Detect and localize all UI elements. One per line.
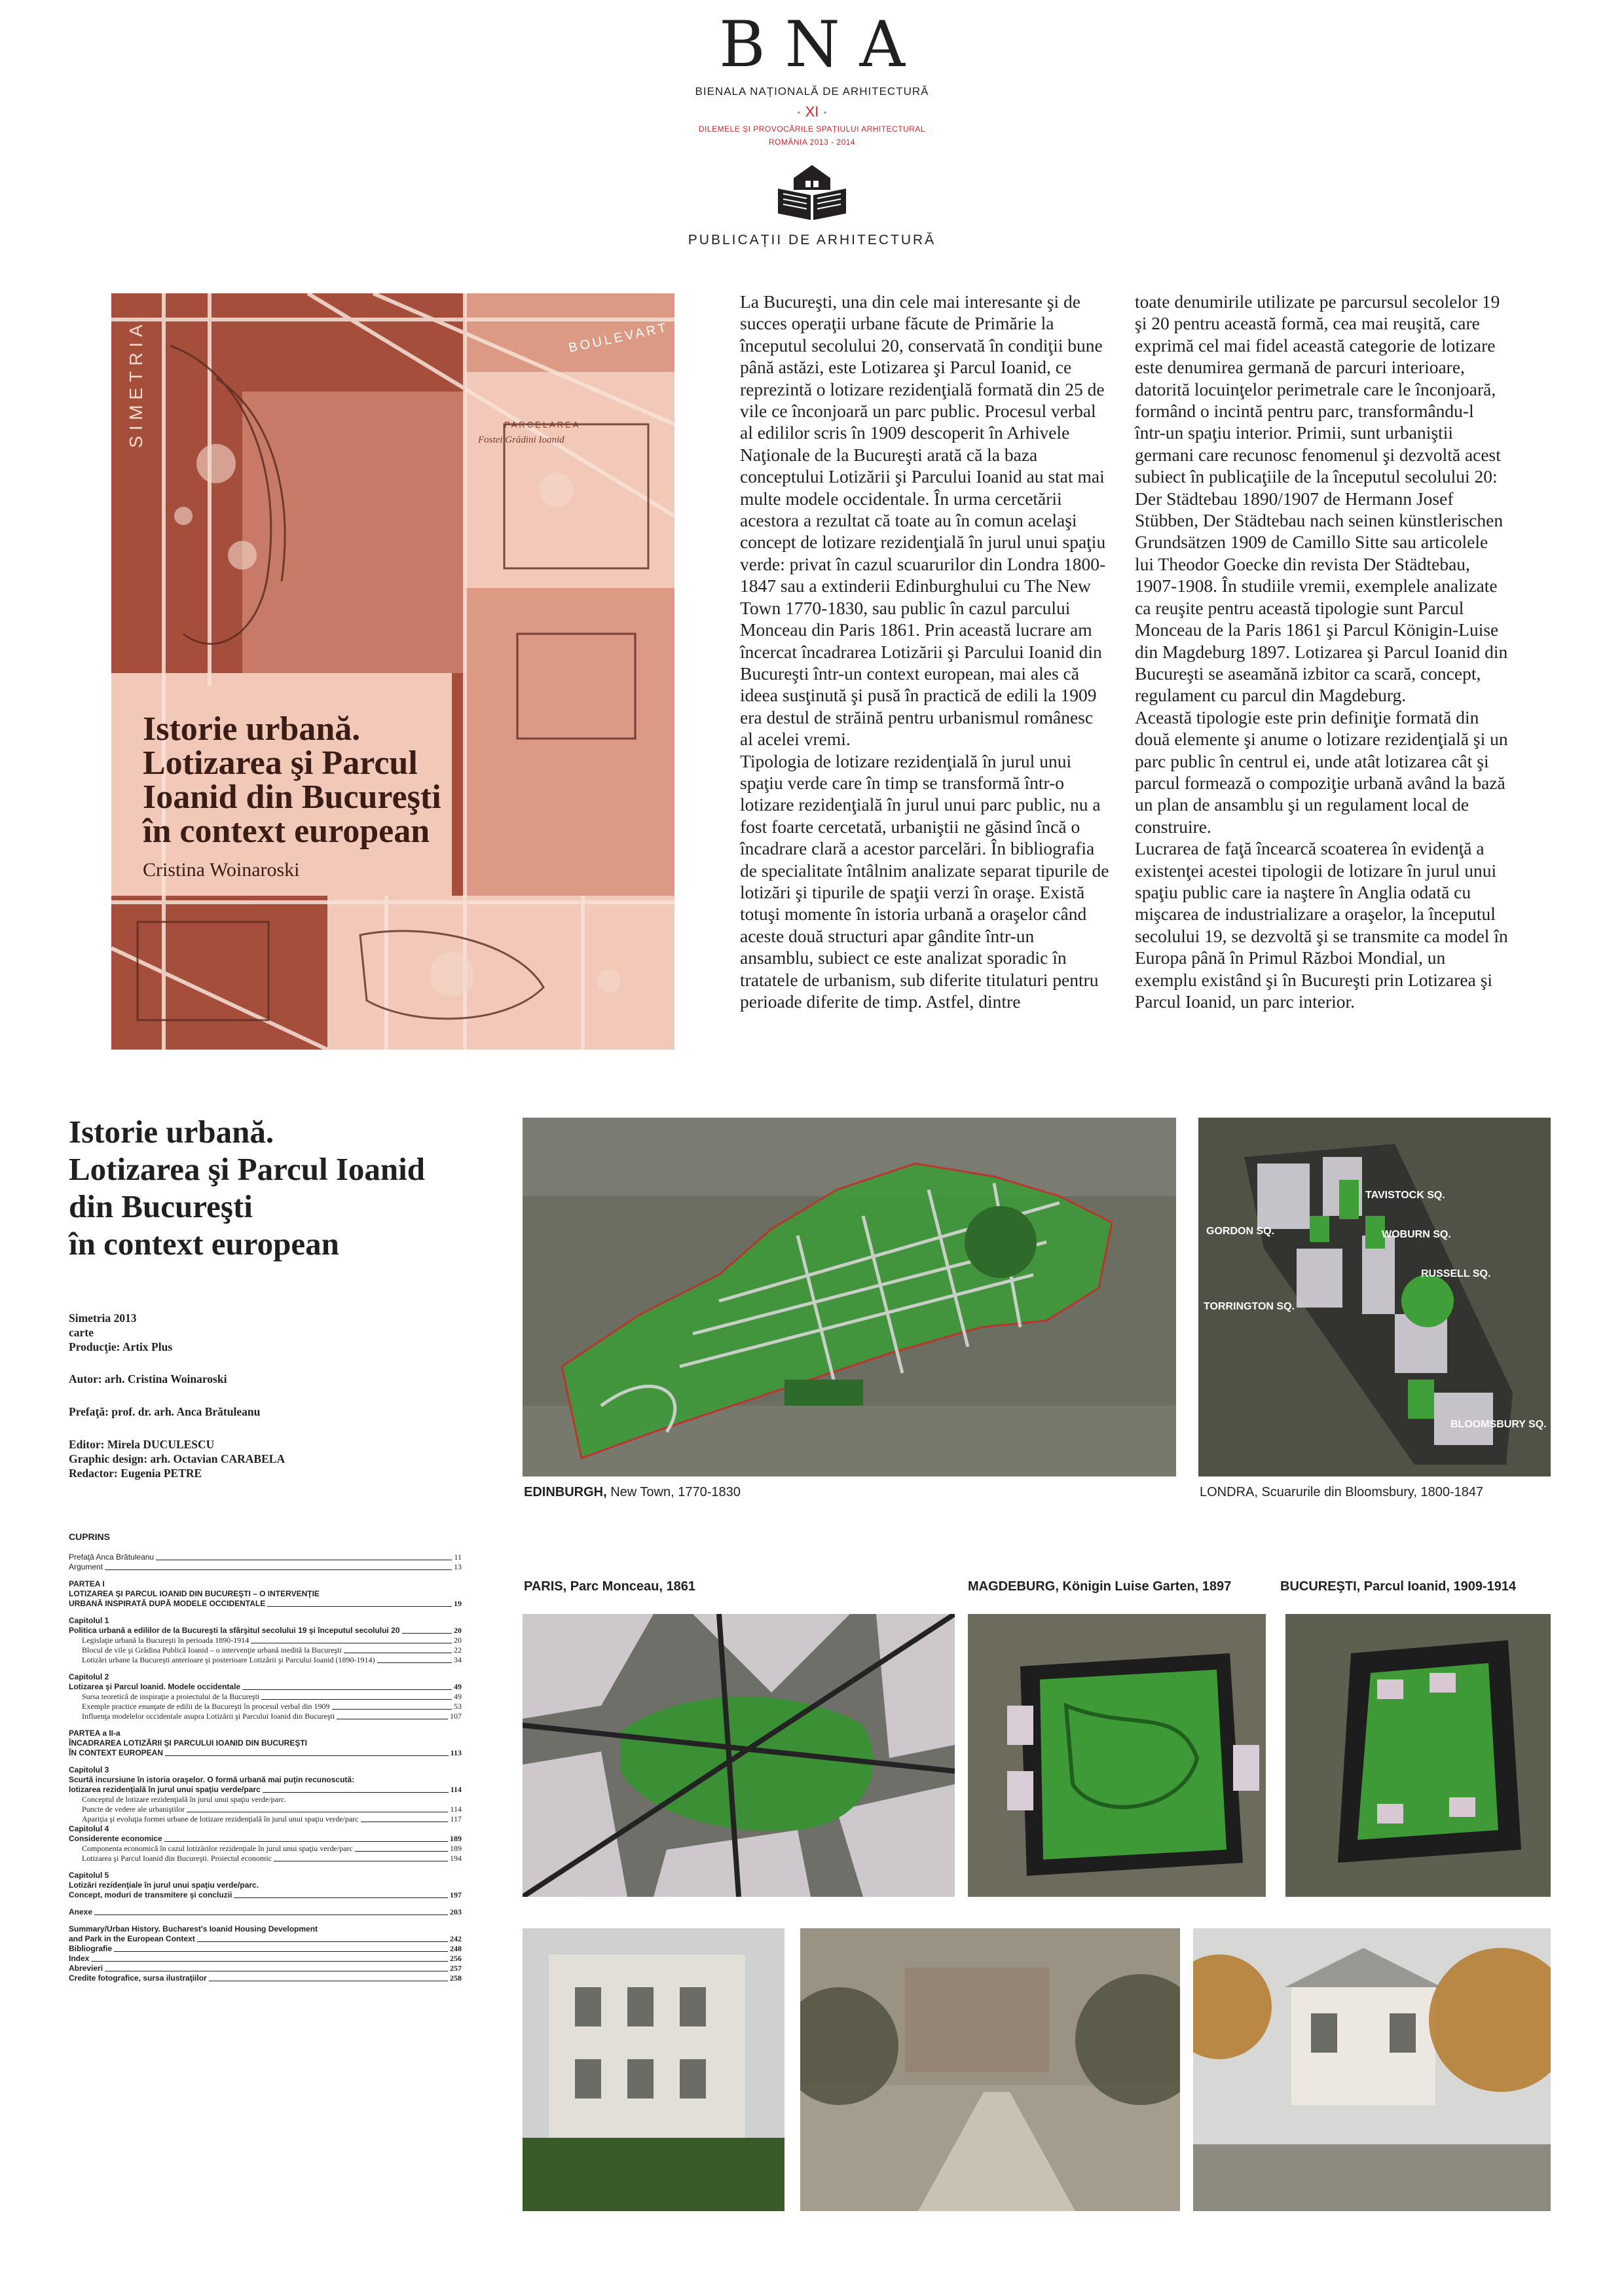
open-book-house-icon <box>773 164 851 223</box>
toc-page-number: 258 <box>450 1973 462 1983</box>
paris-villa-photo <box>523 1928 784 2211</box>
toc-page-number: 256 <box>450 1954 462 1963</box>
map-label: BLOOMSBURY SQ. <box>1450 1419 1547 1430</box>
toc-entry-title: Lotizarea şi Parcul Ioanid. Modele occidentale <box>69 1682 241 1691</box>
book-production: Producţie: Artix Plus <box>69 1340 173 1353</box>
toc-leader <box>165 1755 449 1756</box>
toc-leader <box>402 1633 452 1634</box>
toc-entry-title: Exemple practice enunţate de edilii de la Bucureşti în procesul verbal din 1909 <box>82 1702 330 1711</box>
book-title-line: din Bucureşti <box>69 1188 253 1224</box>
intro-column-1 <box>740 291 1110 1012</box>
toc-leader <box>267 1606 452 1607</box>
book-title <box>69 1113 527 1262</box>
toc-subentry <box>69 1844 462 1854</box>
map-label: RUSSELL SQ. <box>1421 1268 1491 1279</box>
toc-entry-title: lotizarea rezidenţială în jurul unui spaţiu verde/parc <box>69 1785 261 1794</box>
toc-entry-title: Politica urbană a edililor de la Bucureşti la sfârşitul secolului 19 şi începutul secolului 20 <box>69 1626 400 1635</box>
toc-entry-title: Puncte de vedere ale urbaniştilor <box>82 1805 185 1814</box>
intro-paragraph: toate denumirile utilizate pe parcursul secolelor 19 şi 20 pentru această formă, cea mai reuşită, care exprimă cel mai fidel această categorie de lotizare este denumirea germană de parcuri interioare, datorită locuinţelor perimetrale care le înconjoară, formând o incintă pentru parc, transformându-l într-un spaţiu interior. Primii, sunt urbaniştii germani care recunosc fenomenul şi dezvoltă acest subiect în publicaţiile de la începutul secolului 20: Der Städtebau 1890/1907 de Hermann Josef Stübben, Der Städtebau nach seinen künstlerischen Grundsätzen 1909 de Camillo Sitte sau articolele lui Theodor Goecke din revista Der Städtebau, 1907-1908. În studiile vremii, exemplele analizate ca reuşite pentru această tipologie sunt Parcul Monceau de la Paris 1861 şi Parcul Königin-Luise din Magdeburg 1897. Lotizarea şi Parcul Ioanid din Bucureşti se aseamănă izbitor ca scară, concept, regulament cu parcul din Magdeburg. <box>1135 291 1508 706</box>
toc-subentry <box>69 1636 462 1645</box>
cover-publisher-mark: SIMETRIA <box>126 320 146 449</box>
toc-page-number: 257 <box>450 1964 462 1973</box>
toc-entry-title: Sursa teoretică de inspiraţie a proiectului de la Bucureşti <box>82 1692 260 1701</box>
toc-entry-title: ÎN CONTEXT EUROPEAN <box>69 1748 164 1757</box>
toc-entry <box>69 1954 462 1964</box>
toc-heading-line: Capitolul 3 <box>69 1765 109 1774</box>
cover-map-label-parcelarea: PARCELAREA <box>504 420 581 430</box>
toc-entry <box>69 1599 462 1609</box>
london-map-image <box>1198 1118 1551 1476</box>
toc-page-number: 49 <box>454 1682 462 1691</box>
toc-entry <box>69 1973 462 1983</box>
toc-entry-title: Influenţa modelelor occidentale asupra Lotizării şi Parcului Ioanid din Bucureşti <box>82 1712 335 1721</box>
toc-entry-title: Apariţia şi evoluţia formei urbane de lotizare rezidenţială în jurul unui spaţiu verde/parc <box>82 1814 359 1823</box>
toc-entry-title: Conceptul de lotizare rezidenţială în jurul unui spaţiu verde/parc. <box>82 1795 287 1804</box>
toc-page-number: 19 <box>454 1599 462 1608</box>
book-title-line: Istorie urbană. <box>69 1114 274 1150</box>
toc-entry <box>69 1626 462 1636</box>
magdeburg-park-photo <box>800 1928 1180 2211</box>
toc-entry <box>69 1890 462 1900</box>
cover-title-line: Istorie urbană. <box>143 710 361 748</box>
intro-paragraph: Tipologia de lotizare rezidenţială în jurul unui spaţiu verde care în timp se transformă într-o lotizare rezidenţială în jurul unui parc public, nu a fost foarte cercetată, urbaniştii ne găsind încă o încadrare clară a acestor parcelări. În bibliografia de specialitate întâlnim analizate separat tipurile de lotizări şi tipurile de spaţii verzi în oraşe. Există totuşi momente în istoria urbană a oraşelor când aceste două structuri apar gândite într-un ansamblu, subiect ce este analizat sporadic în tratatele de urbanism, sub diferite titulaturi pentru perioade diferite de timp. Astfel, dintre <box>740 750 1109 1012</box>
intro-paragraph: Această tipologie este prin definiţie formată din două elemente şi anume o lotizare rezidenţială şi un parc public în centrul ei, unde atât lotizarea cât şi parcul formează o compoziţie urbană având la bază un plan de ansamblu şi un regulament local de construire. <box>1135 706 1508 837</box>
toc-page-number: 22 <box>454 1645 462 1655</box>
toc-spacer <box>69 1665 462 1672</box>
toc-entry <box>69 1934 462 1944</box>
toc-entry-title: Credite fotografice, sursa ilustraţiilor <box>69 1973 207 1983</box>
bna-theme-line-2: ROMÂNIA 2013 - 2014 <box>768 137 856 147</box>
toc-spacer <box>69 1863 462 1871</box>
header <box>0 8 1624 147</box>
toc-entry <box>69 1562 462 1572</box>
book-redactor: Redactor: Eugenia PETRE <box>69 1467 202 1480</box>
cover-author: Cristina Woinaroski <box>143 859 300 881</box>
toc-leader <box>261 1699 452 1700</box>
map-label: TAVISTOCK SQ. <box>1365 1190 1445 1201</box>
toc-subentry <box>69 1655 462 1665</box>
map-label: WOBURN SQ. <box>1382 1229 1451 1240</box>
toc-heading-line: LOTIZAREA ŞI PARCUL IOANID DIN BUCUREŞTI – O INTERVENŢIE <box>69 1589 320 1598</box>
toc-entry-title: Considerente economice <box>69 1834 162 1843</box>
toc-page-number: 242 <box>450 1934 462 1943</box>
cover-title-line: Ioanid din Bucureşti <box>143 779 441 816</box>
paris-map-image <box>523 1614 955 1897</box>
toc-page-number: 13 <box>454 1562 462 1571</box>
toc-subentry <box>69 1805 462 1814</box>
cover-map-label-gradina: Fostei Grădini Ioanid <box>478 435 564 445</box>
toc-leader <box>332 1709 452 1710</box>
toc-leader <box>355 1851 448 1852</box>
toc-heading-line: PARTEA a II-a <box>69 1729 120 1738</box>
toc-page-number: 189 <box>450 1834 462 1843</box>
london-caption: LONDRA, Scuarurile din Bloomsbury, 1800-1847 <box>1200 1485 1484 1499</box>
toc-leader <box>164 1841 448 1842</box>
toc-entry <box>69 1552 462 1562</box>
bna-logo: BNA <box>719 8 925 81</box>
toc-subentry <box>69 1712 462 1721</box>
toc-leader <box>263 1792 449 1793</box>
toc-page-number: 107 <box>450 1712 462 1721</box>
toc-entry-title: Lotizări urbane la Bucureşti anterioare şi posterioare Lotizării şi Parcului Ioanid (1890-1914) <box>82 1655 375 1664</box>
toc-entry-title: Anexe <box>69 1907 93 1916</box>
toc-heading-line: Capitolul 1 <box>69 1616 109 1625</box>
toc-entry <box>69 1907 462 1917</box>
book-graphic-design: Graphic design: arh. Octavian CARABELA <box>69 1452 286 1465</box>
toc-entry-title: and Park in the European Context <box>69 1934 195 1943</box>
bucuresti-caption: BUCUREŞTI, Parcul Ioanid, 1909-1914 <box>1280 1579 1517 1594</box>
toc-heading-line: ÎNCADRAREA LOTIZĂRII ŞI PARCULUI IOANID DIN BUCUREŞTI <box>69 1738 307 1748</box>
toc-page-number: 194 <box>450 1854 462 1863</box>
bucuresti-villa-photo <box>1193 1928 1551 2211</box>
toc-heading-line: Summary/Urban History. Bucharest's Ioanid Housing Development <box>69 1924 318 1933</box>
toc-entry <box>69 1785 462 1795</box>
bna-edition: · XI · <box>796 103 828 120</box>
toc-entry-title: Lotizarea şi Parcul Ioanid din Bucureşti. Proiectul economic <box>82 1854 272 1863</box>
toc-leader <box>377 1662 452 1663</box>
intro-paragraph: La Bucureşti, una din cele mai interesante şi de succes operaţii urbane făcute de Primărie la începutul secolului 20, conservată în condiţii bune până astăzi, este Lotizarea şi Parcul Ioanid, ce reprezintă o lotizare rezidenţială formată din 25 de vile ce înconjoară un parc public. Procesul verbal al edililor scris în 1909 descoperit în Arhivele Naţionale de la Bucureşti arată că la baza conceptului Lotizării şi Parcului Ioanid au stat mai multe modele occidentale. În urma cercetării acestora a rezultat că toate au în comun acelaşi concept de lotizare rezidenţială în jurul unui spaţiu verde: privat în cazul scuarurilor din Londra 1800-1847 sau a extinderii Edinburghului cu The New Town 1770-1830, sau public în cazul parcului Monceau din Paris 1861. Prin această lucrare am încercat încadrarea Lotizării şi Parcului Ioanid din Bucureşti într-un context european, mai ales că ideea susţinută şi pusă în practică de edili la 1909 era destul de străină pentru urbanismul românesc al acelei vremi. <box>740 291 1106 750</box>
toc-page-number: 117 <box>450 1814 462 1823</box>
intro-paragraph: Lucrarea de faţă încearcă scoaterea în evidenţă a existenţei acestei tipologii de lotizare în jurul unui spaţiu public care ia naştere în Anglia odată cu mişcarea de industrializare a oraşelor, la începutul secolului 19, se dezvoltă şi se transmite ca model în Europa până în Primul Război Mondial, un exemplu existând şi în Bucureşti prin Lotizarea şi Parcul Ioanid, un parc interior. <box>1135 838 1508 1012</box>
book-preface: Prefaţă: prof. dr. arh. Anca Brătuleanu <box>69 1405 261 1418</box>
toc-subentry <box>69 1854 462 1863</box>
toc-page-number: 34 <box>454 1655 462 1664</box>
toc-entry <box>69 1944 462 1954</box>
toc-page-number: 113 <box>450 1748 462 1757</box>
toc-page-number: 203 <box>450 1907 462 1916</box>
magdeburg-caption: MAGDEBURG, Königin Luise Garten, 1897 <box>968 1579 1232 1594</box>
book-type: carte <box>69 1326 94 1339</box>
section-title: PUBLICAȚII DE ARHITECTURĂ <box>688 232 936 247</box>
toc-leader <box>242 1689 452 1690</box>
toc-heading-line: Capitolul 4 <box>69 1824 109 1833</box>
toc-entry <box>69 1748 462 1758</box>
book-cover <box>111 293 674 1050</box>
map-label: TORRINGTON SQ. <box>1204 1301 1295 1312</box>
toc-entry-title: URBANĂ INSPIRATĂ DUPĂ MODELE OCCIDENTALE <box>69 1599 266 1608</box>
cover-map-artwork <box>111 293 674 1050</box>
cover-map-label-boulevard: BOULEVART <box>567 320 670 356</box>
bna-theme-line-1: DILEMELE ȘI PROVOCĂRILE SPAȚIULUI ARHITECTURAL <box>698 124 926 134</box>
toc-entry <box>69 1964 462 1973</box>
toc-leader <box>91 1961 448 1962</box>
toc-page-number: 20 <box>454 1626 462 1635</box>
toc-entry-title: Index <box>69 1954 90 1963</box>
magdeburg-map-image <box>968 1614 1266 1897</box>
book-author: Autor: arh. Cristina Woinaroski <box>69 1372 227 1385</box>
toc-page-number: 197 <box>450 1890 462 1899</box>
toc-spacer <box>69 1758 462 1765</box>
book-publisher: Simetria 2013 <box>69 1311 137 1325</box>
toc-page-number: 49 <box>454 1692 462 1701</box>
toc-body <box>69 1552 462 1983</box>
toc-leader <box>105 1569 452 1570</box>
toc-page-number: 20 <box>454 1636 462 1645</box>
toc-heading-line: Capitolul 5 <box>69 1871 109 1880</box>
book-title-line: Lotizarea şi Parcul Ioanid <box>69 1151 426 1187</box>
toc-leader <box>114 1951 448 1952</box>
toc-entry-title: Concept, moduri de transmitere şi concluzii <box>69 1890 232 1899</box>
toc-entry <box>69 1834 462 1844</box>
edinburgh-map-image <box>523 1118 1176 1476</box>
toc-subentry <box>69 1702 462 1712</box>
toc-subentry <box>69 1645 462 1655</box>
toc-spacer <box>69 1917 462 1924</box>
edinburgh-caption: EDINBURGH, New Town, 1770-1830 <box>524 1485 741 1499</box>
toc-entry <box>69 1682 462 1692</box>
toc-entry-title: Componenta economică în cazul lotizărilor rezidenţiale în jurul unui spaţiu verde/parc <box>82 1844 353 1853</box>
book-title-line: în context european <box>69 1226 339 1262</box>
toc-subentry <box>69 1814 462 1824</box>
book-editor: Editor: Mirela DUCULESCU <box>69 1438 215 1451</box>
toc-subentry <box>69 1795 462 1805</box>
toc-spacer <box>69 1572 462 1579</box>
cover-title <box>143 712 562 849</box>
toc-entry-title: Blocul de vile şi Grădina Publică Ioanid – o intervenţie urbană inedită la Bucureşti <box>82 1645 342 1655</box>
cover-title-line: în context european <box>143 813 430 850</box>
toc-heading-line: PARTEA I <box>69 1579 105 1588</box>
toc-entry-title: Bibliografie <box>69 1944 113 1953</box>
cover-title-line: Lotizarea şi Parcul <box>143 744 418 782</box>
toc-page-number: 53 <box>454 1702 462 1711</box>
toc-leader <box>234 1897 448 1898</box>
toc-heading: CUPRINS <box>69 1531 111 1542</box>
toc-subentry <box>69 1692 462 1702</box>
intro-column-2 <box>1135 291 1508 1012</box>
toc-heading-line: Capitolul 2 <box>69 1672 109 1681</box>
toc-leader <box>197 1941 448 1942</box>
toc-heading-line: Scurtă incursiune în istoria oraşelor. O formă urbană mai puţin recunoscută: <box>69 1775 355 1784</box>
toc-heading-line: Lotizări rezidenţiale în jurul unui spaţiu verde/parc. <box>69 1880 259 1890</box>
toc-entry-title: Legislaţie urbană la Bucureşti în perioada 1890-1914 <box>82 1636 249 1645</box>
toc-page-number: 11 <box>454 1552 462 1562</box>
bna-subtitle: BIENALA NAȚIONALĂ DE ARHITECTURĂ <box>695 85 929 98</box>
toc-page-number: 114 <box>450 1785 462 1794</box>
toc-spacer <box>69 1721 462 1729</box>
toc-spacer <box>69 1900 462 1907</box>
paris-caption: PARIS, Parc Monceau, 1861 <box>524 1579 695 1594</box>
toc-entry-title: Abrevieri <box>69 1964 103 1973</box>
toc-page-number: 114 <box>450 1805 462 1814</box>
toc-page-number: 189 <box>450 1844 462 1853</box>
toc-spacer <box>69 1609 462 1616</box>
toc-entry-title: Argument <box>69 1562 103 1571</box>
bucuresti-map-image <box>1285 1614 1551 1897</box>
toc-page-number: 248 <box>450 1944 462 1953</box>
map-label: GORDON SQ. <box>1206 1226 1275 1237</box>
toc-entry-title: Prefaţă Anca Brătuleanu <box>69 1552 155 1562</box>
table-of-contents <box>69 1532 462 1983</box>
